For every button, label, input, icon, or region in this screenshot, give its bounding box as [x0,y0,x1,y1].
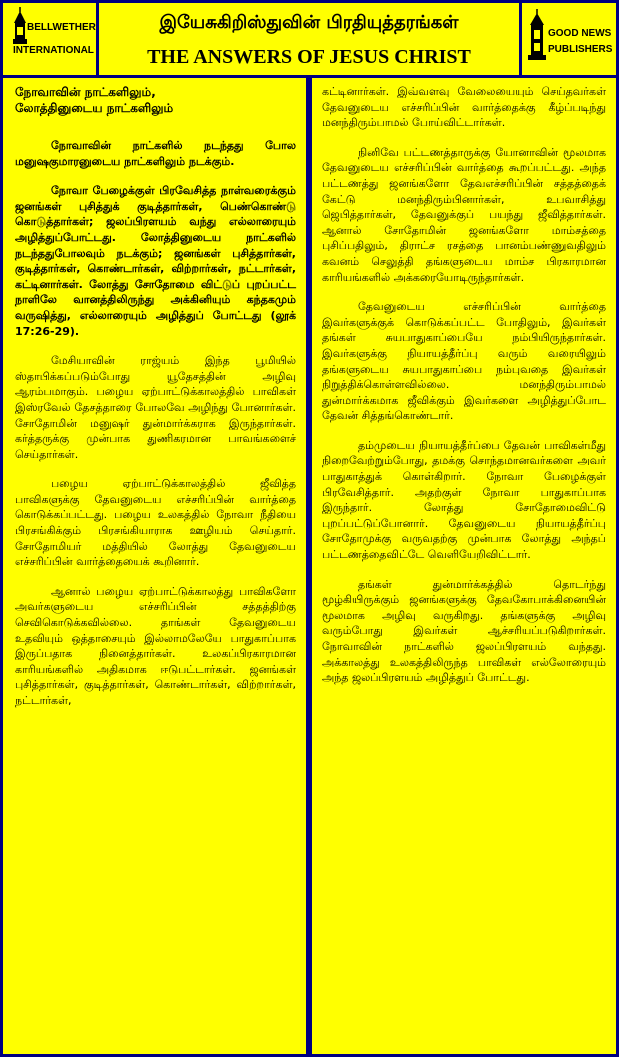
body-paragraph: மேசியாவின் ராஜ்யம் இந்த பூமியில் ஸ்தாபிக்கப்படும்போது யூதேசத்தின் அழிவு ஆரம்பமாகும். பழைய ஏற்பாட்டுக்காலத்தில் பாவிகள் இஸ்ரவேல் தேசத்தாரை போலவே அழிந்து போனார்கள். சோதோமின் மனுஷர் துன்மார்க்கராக இருந்தார்கள். கர்த்தருக்கு முன்பாக துணிகரமான பாவங்களைச் செய்தார்கள். [15,354,296,461]
body-paragraph: பழைய ஏற்பாட்டுக்காலத்தில் ஜீவித்த பாவிகளுக்கு தேவனுடைய எச்சரிப்பின் வார்த்தை கொடுக்கப்பட்டது. பழைய உலகத்தில் நோவா நீதியை பிரசங்கிக்கும் பிரசங்கியாராக ஊழியம் செய்தார். சோதோமியர் மத்தியில் லோத்து தேவனுடைய எச்சரிப்பின் வார்த்தையைக் கூறினார். [15,477,296,569]
bellwether-name: BELLWETHER [27,22,96,33]
section-heading [15,84,296,116]
bellwether-logo-icon [3,3,96,75]
body-paragraph: நினிவே பட்டணத்தாருக்கு யோனாவின் மூலமாக தேவனுடைய எச்சரிப்பின் வார்த்தை கூறப்பட்டது. அந்த பட்டணத்து ஜனங்களோ தேவஎச்சரிப்பின் சத்தத்தைக் கேட்டு மனந்திரும்பினார்கள், உபவாசித்து ஜெபித்தார்கள், தேவனுக்குப் பயந்து ஜீவித்தார்கள். ஆனால் சோதோமின் ஜனங்களோ மாம்சத்தை புசிப்பதிலும், திராட்ச ரசத்தை பானம்பண்ணுவதிலும் கவனம் செலுத்தி தங்களுடைய மாம்ச பிரகாரமான காரியங்களில் அக்கரையோடிருந்தார்கள். [322,145,606,284]
page-header [99,3,519,75]
body-paragraph: ஆனால் பழைய ஏற்பாட்டுக்காலத்து பாவிகளோ அவர்களுடைய எச்சரிப்பின் சத்தத்திற்கு செவிகொடுக்கவில்லை. தாங்கள் தேவனுடைய உதவியும் ஒத்தாசையும் இல்லாமலேயே பாதுகாப்பாக இருப்பதாக நினைத்தார்கள். உலகப்பிரகாரமான காரியங்களில் அதிகமாக ஈடுபட்டார்கள். ஜனங்கள் புசித்தார்கள், குடித்தார்கள், கொண்டார்கள், விற்றார்கள், நட்டார்கள், [15,584,296,707]
bellwether-logo [3,3,96,75]
bellwether-subtitle: INTERNATIONAL [13,45,94,56]
body-paragraph: தங்கள் துன்மார்க்கத்தில் தொடர்ந்து மூழ்கியிருக்கும் ஜனங்களுக்கு தேவகோபாக்கினையின் மூலமாக அழிவு வருகிறது. தங்களுக்கு அழிவு வரும்போது இவர்கள் ஆச்சரியப்படுகிறார்கள். நோவாவின் நாட்களில் ஜலப்பிரளயம் வந்தது. அக்காலத்து உலகத்திலிருந்த பாவிகள் எல்லோரையும் அந்த ஜலப்பிரளயம் அழித்துப் போட்டது. [322,577,606,685]
body-paragraph: தம்முடைய நியாயத்தீர்ப்பை தேவன் பாவிகள்மீது நிறைவேற்றும்போது, தமக்கு சொந்தமானவர்களை அவர் பாதுகாத்துக் கொள்கிறார். நோவா பேழைக்குள் பிரவேசித்தார். அதற்குள் நோவா பாதுகாப்பாக இருந்தார். லோத்து சோதோமைவிட்டு புறப்பட்டுப்போனார். தேவனுடைய நியாயத்தீர்ப்பு சோதோமுக்கு வருவதற்கு முன்பாக லோத்து அந்தப் பட்டணத்தைவிட்டே வெளியேறிவிட்டார். [322,438,606,562]
good-news-publishers-logo [522,3,616,75]
body-paragraph: கட்டினார்கள். இவ்வளவு வேலையையும் செய்தவர்கள் தேவனுடைய எச்சரிப்பின் வார்த்தைக்கு கீழ்ப்படிந்து மனந்திரும்பாமல் போய்விட்டார்கள். [322,85,606,130]
page-title-english: THE ANSWERS OF JESUS CHRIST [147,46,471,68]
left-column [3,78,306,1054]
section-heading-line: லோத்தினுடைய நாட்களிலும் [15,101,174,115]
scripture-paragraph: நோவாவின் நாட்களில் நடந்தது போல மனுஷகுமாரனுடைய நாட்களிலும் நடக்கும். [15,139,296,168]
publishers-name: PUBLISHERS [548,44,613,55]
scripture-paragraph: நோவா பேழைக்குள் பிரவேசித்த நாள்வரைக்கும் ஜனங்கள் புசித்துக் குடித்தார்கள், பெண்கொண்டு கொடுத்தார்கள்; ஜலப்பிரளயம் வந்து எல்லாரையும் அழித்துப்போட்டது. லோத்தினுடைய நாட்களில் நடந்ததுபோலவும் நடக்கும்; ஜனங்கள் புசித்தார்கள், குடித்தார்கள், கொண்டார்கள், விற்றார்கள், நட்டார்கள், கட்டினார்கள். லோத்து சோதோமை விட்டுப் புறப்பட்ட நாளிலே வானத்திலிருந்து அக்கினியும் கந்தகமும் வருஷித்து, எல்லாரையும் அழித்துப் போட்டது (லூக் 17:26-29). [15,184,296,338]
right-column [312,78,616,1054]
page-title-tamil: இயேசுகிறிஸ்துவின் பிரதியுத்தரங்கள் [159,12,459,33]
body-paragraph: தேவனுடைய எச்சரிப்பின் வார்த்தை இவர்களுக்குக் கொடுக்கப்பட்ட போதிலும், இவர்கள் தங்கள் சுயபாதுகாப்பையே நம்பியிருந்தார்கள். இவர்களுக்கு நியாயத்தீர்ப்பு வரும் வரையிலும் தங்களுடைய சுயபாதுகாப்பை நம்புவதை இவர்கள் நிறுத்திக்கொள்ளவில்லை. மனந்திரும்பாமல் துன்மார்க்கமாக ஜீவிக்கும் இவர்களை அழித்துப்போட தேவன் சித்தங்கொண்டார். [322,300,606,423]
section-heading-line: நோவாவின் நாட்களிலும், [15,85,156,99]
good-news-name: GOOD NEWS [548,28,612,39]
